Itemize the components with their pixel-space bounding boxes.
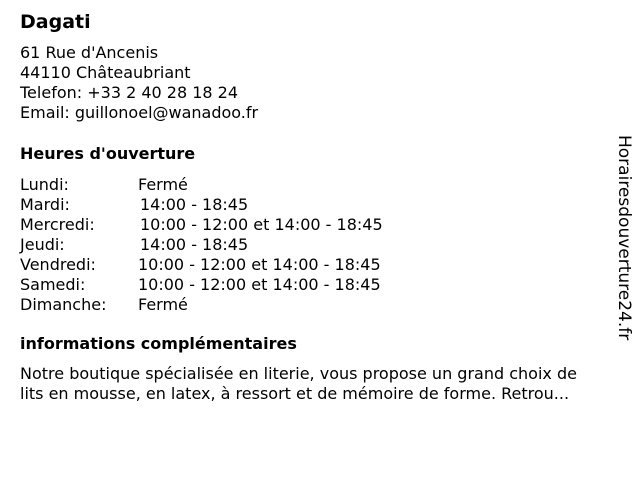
info-heading: informations complémentaires [20, 334, 297, 353]
hours-day: Mercredi: [20, 215, 95, 234]
address-street: 61 Rue d'Ancenis [20, 43, 159, 62]
hours-day: Mardi: [20, 195, 70, 214]
info-description [20, 364, 628, 404]
email-address: Email: guillonoel@wanadoo.fr [20, 103, 259, 122]
info-line-2: lits en mousse, en latex, à ressort et de mémoire de forme. Retrou... [20, 384, 570, 403]
hours-day: Jeudi: [20, 235, 65, 254]
hours-value: 10:00 - 12:00 et 14:00 - 18:45 [140, 215, 383, 234]
hours-day: Dimanche: [20, 295, 107, 314]
hours-value: 10:00 - 12:00 et 14:00 - 18:45 [138, 275, 381, 294]
hours-day: Lundi: [20, 175, 69, 194]
watermark-text: Horairesdouverture24.fr [614, 135, 634, 341]
hours-value: 14:00 - 18:45 [140, 195, 249, 214]
hours-heading: Heures d'ouverture [20, 144, 196, 163]
address-city: 44110 Châteaubriant [20, 63, 191, 82]
phone-number: Telefon: +33 2 40 28 18 24 [20, 83, 239, 102]
hours-day: Vendredi: [20, 255, 96, 274]
hours-value: Fermé [138, 295, 188, 314]
info-line-1: Notre boutique spécialisée en literie, vous propose un grand choix de [20, 364, 577, 383]
contact-block [20, 43, 628, 123]
hours-day: Samedi: [20, 275, 86, 294]
hours-value: 10:00 - 12:00 et 14:00 - 18:45 [138, 255, 381, 274]
hours-value: 14:00 - 18:45 [140, 235, 249, 254]
hours-value: Fermé [138, 175, 188, 194]
business-name: Dagati [20, 11, 91, 33]
